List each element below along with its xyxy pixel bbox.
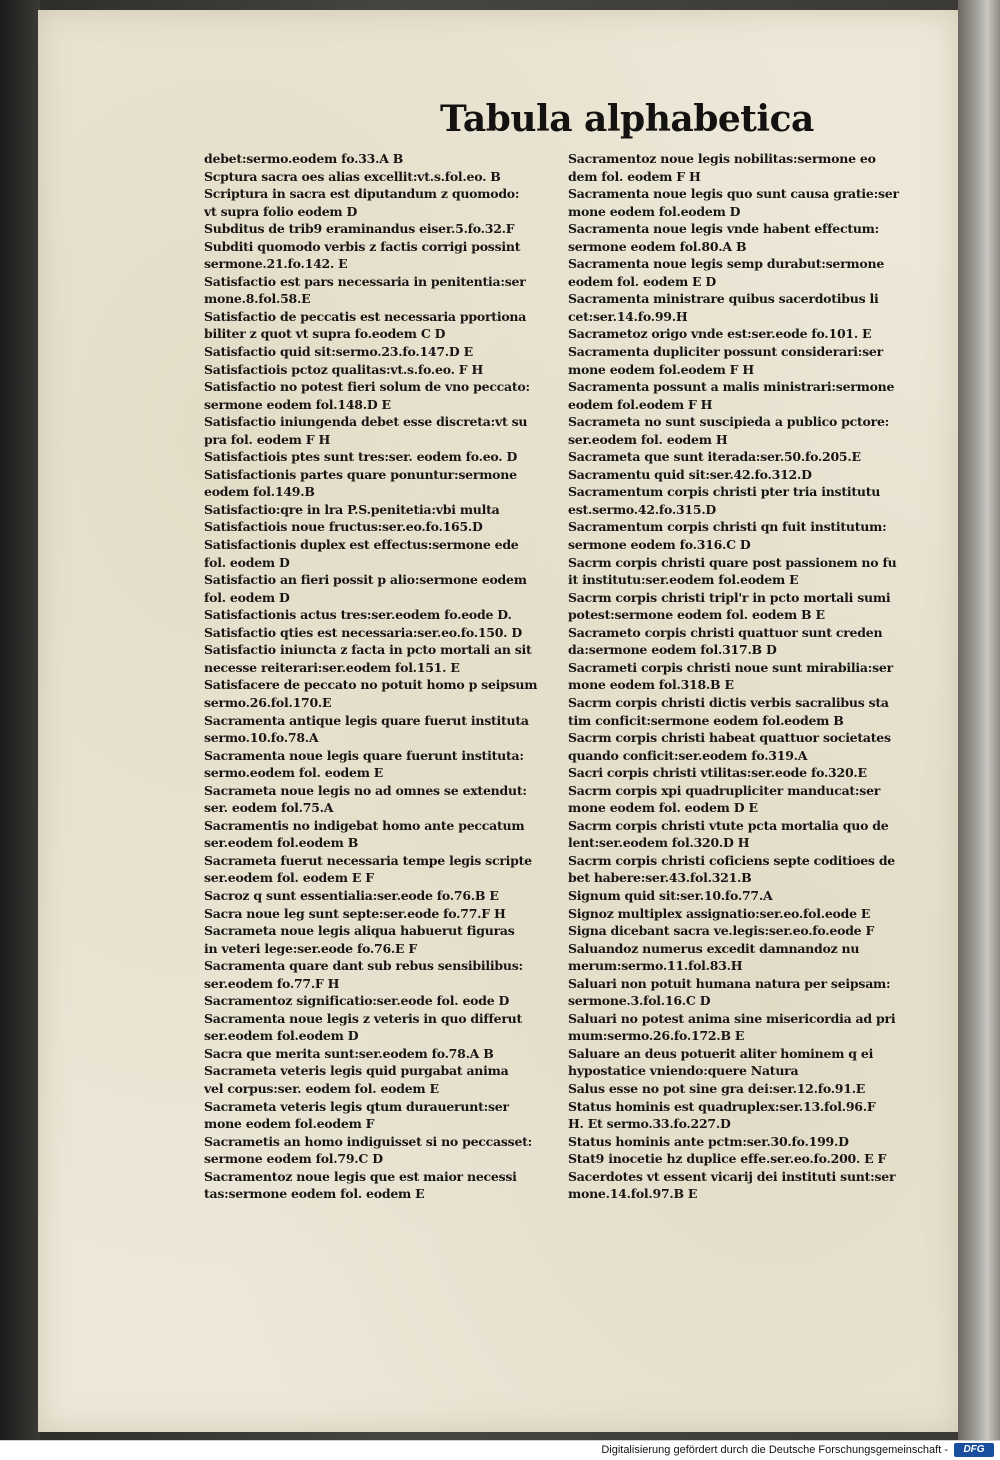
index-entry-line: Satisfactio no potest fieri solum de vno peccato: bbox=[204, 379, 530, 395]
index-entry-line: Sacramenta noue legis semp durabut:sermone bbox=[568, 256, 885, 272]
index-entry-line: Satisfactiois pctoz qualitas:vt.s.fo.eo. F H bbox=[204, 361, 484, 377]
index-entry-line: Sacramentoz noue legis que est maior necessi bbox=[204, 1168, 517, 1184]
index-entry-line: sermone eodem fol.80.A B bbox=[568, 238, 747, 254]
index-entry-line: biliter z quot vt supra fo.eodem C D bbox=[204, 326, 446, 342]
index-entry-line: necesse reiterari:ser.eodem fol.151. E bbox=[204, 659, 460, 675]
page-edge-strip bbox=[958, 0, 1000, 1440]
index-entry-line: Subditus de trib9 eraminandus eiser.5.fo.32.F bbox=[204, 221, 515, 237]
index-entry-line: Status hominis est quadruplex:ser.13.fol.96.F bbox=[568, 1098, 876, 1114]
index-entry-line: Satisfactionis actus tres:ser.eodem fo.eode D. bbox=[204, 607, 512, 623]
index-entry-line: Satisfactio quid sit:sermo.23.fo.147.D E bbox=[204, 344, 473, 360]
index-entry-line: Satisfactio est pars necessaria in penitentia:ser bbox=[204, 273, 526, 289]
index-entry-line: fol. eodem D bbox=[204, 589, 290, 605]
index-entry-line: Sacra noue leg sunt septe:ser.eode fo.77.F H bbox=[204, 905, 506, 921]
index-entry-line: Sacrameta fuerut necessaria tempe legis scripte bbox=[204, 852, 532, 868]
index-entry-line: ser.eodem fol. eodem E F bbox=[204, 870, 374, 886]
index-entry-line: ser.eodem fol.eodem B bbox=[204, 835, 359, 851]
binding-edge bbox=[0, 0, 40, 1440]
index-entry-line: Sacrm corpis christi tripl'r in pcto mortali sumi bbox=[568, 589, 891, 605]
index-entry-line: mone.14.fol.97.B E bbox=[568, 1186, 698, 1202]
index-entry-line: eodem fol.eodem F H bbox=[568, 396, 713, 412]
index-entry-line: Satisfactio de peccatis est necessaria pportiona bbox=[204, 308, 527, 324]
index-entry-line: Satisfactio an fieri possit p alio:sermone eodem bbox=[204, 572, 527, 588]
index-entry-line: Sacra que merita sunt:ser.eodem fo.78.A B bbox=[204, 1045, 494, 1061]
index-entry-line: Sacrametis an homo indiguisset si no peccasset: bbox=[204, 1133, 533, 1149]
index-entry-line: Sacerdotes vt essent vicarij dei instituti sunt:ser bbox=[568, 1168, 896, 1184]
index-entry-line: Scriptura in sacra est diputandum z quomodo: bbox=[204, 186, 520, 202]
index-entry-line: Saluandoz numerus excedit damnandoz nu bbox=[568, 940, 860, 956]
index-entry-line: sermone eodem fo.316.C D bbox=[568, 537, 751, 553]
index-entry-line: bet habere:ser.43.fol.321.B bbox=[568, 870, 752, 886]
index-entry-line: sermo.eodem fol. eodem E bbox=[204, 765, 384, 781]
index-entry-line: Sacri corpis christi vtilitas:ser.eode fo.320.E bbox=[568, 765, 867, 781]
index-entry-line: quando conficit:ser.eodem fo.319.A bbox=[568, 747, 808, 763]
index-entry-line: sermone.21.fo.142. E bbox=[204, 256, 348, 272]
index-entry-line: mone eodem fol.eodem F H bbox=[568, 361, 754, 377]
index-entry-line: Sacrm corpis christi dictis verbis sacralibus sta bbox=[568, 694, 889, 710]
index-entry-line: Sacramenta noue legis vnde habent effectum: bbox=[568, 221, 880, 237]
index-entry-line: Sacrameta que sunt iterada:ser.50.fo.205.E bbox=[568, 449, 861, 465]
index-entry-line: Sacramentoz noue legis nobilitas:sermone eo bbox=[568, 151, 876, 166]
index-entry-line: Scptura sacra oes alias excellit:vt.s.fol.eo. B bbox=[204, 168, 501, 184]
index-entry-line: da:sermone eodem fol.317.B D bbox=[568, 642, 777, 658]
index-entry-line: Sacrm corpis christi habeat quattuor societates bbox=[568, 730, 891, 746]
index-entry-line: merum:sermo.11.fol.83.H bbox=[568, 958, 743, 974]
index-entry-line: tim conficit:sermone eodem fol.eodem B bbox=[568, 712, 844, 728]
index-entry-line: sermo.10.fo.78.A bbox=[204, 730, 319, 746]
index-entry-line: Sacramenta noue legis quare fuerunt instituta: bbox=[204, 747, 524, 763]
index-entry-line: Sacrameta veteris legis quid purgabat anima bbox=[204, 1063, 509, 1079]
index-entry-line: Sacramenta possunt a malis ministrari:sermone bbox=[568, 379, 895, 395]
index-entry-line: mone eodem fol.eodem F bbox=[204, 1116, 375, 1132]
index-entry-line: dem fol. eodem F H bbox=[568, 168, 701, 184]
index-entry-line: Sacramentu quid sit:ser.42.fo.312.D bbox=[568, 466, 812, 482]
index-entry-line: Sacramenta quare dant sub rebus sensibilibus: bbox=[204, 958, 523, 974]
index-entry-line: Signum quid sit:ser.10.fo.77.A bbox=[568, 887, 773, 903]
index-entry-line: Satisfactionis partes quare ponuntur:sermone bbox=[204, 466, 517, 482]
index-entry-line: Sacrameti corpis christi noue sunt mirabilia:ser bbox=[568, 659, 893, 675]
index-entry-line: Satisfactionis duplex est effectus:sermone ede bbox=[204, 537, 519, 553]
index-entry-line: Saluari no potest anima sine misericordia ad pri bbox=[568, 1010, 896, 1026]
index-entry-line: tas:sermone eodem fol. eodem E bbox=[204, 1186, 425, 1202]
index-entry-line: Sacrm corpis christi coficiens septe coditioes de bbox=[568, 852, 896, 868]
index-entry-line: Satisfactiois noue fructus:ser.eo.fo.165.D bbox=[204, 519, 483, 535]
index-column-right bbox=[568, 150, 920, 1203]
footer-bar bbox=[0, 1440, 1000, 1460]
index-entry-line: Sacrameta veteris legis qtum durauerunt:ser bbox=[204, 1098, 509, 1114]
index-entry-line: Sacrameta no sunt suscipieda a publico pctore: bbox=[568, 414, 890, 430]
index-entry-line: mone eodem fol.eodem D bbox=[568, 203, 741, 219]
index-entry-line: Satisfactio qties est necessaria:ser.eo.fo.150. D bbox=[204, 624, 522, 640]
index-entry-line: potest:sermone eodem fol. eodem B E bbox=[568, 607, 825, 623]
index-entry-line: Sacroz q sunt essentialia:ser.eode fo.76.B E bbox=[204, 887, 499, 903]
index-entry-line: in veteri lege:ser.eode fo.76.E F bbox=[204, 940, 418, 956]
index-entry-line: Satisfactio iniungenda debet esse discreta:vt su bbox=[204, 414, 528, 430]
index-entry-line: Status hominis ante pctm:ser.30.fo.199.D bbox=[568, 1133, 849, 1149]
index-entry-line: Sacrm corpis xpi quadrupliciter manducat:ser bbox=[568, 782, 881, 798]
index-column-left bbox=[204, 150, 556, 1203]
index-entry-line: Sacrameta noue legis no ad omnes se extendut: bbox=[204, 782, 527, 798]
index-entry-line: sermone.3.fol.16.C D bbox=[568, 993, 711, 1009]
index-entry-line: Sacramenta noue legis quo sunt causa gratie:ser bbox=[568, 186, 899, 202]
index-entry-line: Sacrameto corpis christi quattuor sunt creden bbox=[568, 624, 883, 640]
index-entry-line: sermone eodem fol.79.C D bbox=[204, 1151, 383, 1167]
index-entry-line: vel corpus:ser. eodem fol. eodem E bbox=[204, 1080, 439, 1096]
index-entry-line: Sacramentis no indigebat homo ante peccatum bbox=[204, 817, 525, 833]
index-entry-line: Satisfacere de peccato no potuit homo p seipsum bbox=[204, 677, 538, 693]
index-entry-line: Sacramenta antique legis quare fuerut instituta bbox=[204, 712, 529, 728]
index-entry-line: Subditi quomodo verbis z factis corrigi possint bbox=[204, 238, 521, 254]
index-entry-line: Sacramentum corpis christi pter tria institutu bbox=[568, 484, 881, 500]
index-entry-line: ser. eodem fol.75.A bbox=[204, 800, 334, 816]
index-entry-line: Salus esse no pot sine gra dei:ser.12.fo.91.E bbox=[568, 1080, 866, 1096]
index-entry-line: Stat9 inocetie hz duplice effe.ser.eo.fo.200. E F bbox=[568, 1151, 887, 1167]
index-entry-line: ser.eodem fo.77.F H bbox=[204, 975, 340, 991]
dfg-logo: DFG bbox=[954, 1443, 994, 1457]
index-entry-line: Signoz multiplex assignatio:ser.eo.fol.eode E bbox=[568, 905, 871, 921]
index-entry-line: mum:sermo.26.fo.172.B E bbox=[568, 1028, 745, 1044]
funding-credit: Digitalisierung gefördert durch die Deutsche Forschungsgemeinschaft - bbox=[601, 1444, 948, 1456]
index-entry-line: eodem fol. eodem E D bbox=[568, 273, 717, 289]
index-entry-line: Satisfactio iniuncta z facta in pcto mortali an sit bbox=[204, 642, 532, 658]
index-entry-line: mone eodem fol. eodem D E bbox=[568, 800, 758, 816]
index-entry-line: Signa dicebant sacra ve.legis:ser.eo.fo.eode F bbox=[568, 923, 875, 939]
index-entry-line: sermo.26.fol.170.E bbox=[204, 694, 332, 710]
index-entry-line: sermone eodem fol.148.D E bbox=[204, 396, 391, 412]
index-entry-line: vt supra folio eodem D bbox=[204, 203, 358, 219]
index-entry-line: mone eodem fol.318.B E bbox=[568, 677, 734, 693]
index-entry-line: ser.eodem fol.eodem D bbox=[204, 1028, 359, 1044]
index-entry-line: Sacrameta noue legis aliqua habuerut figuras bbox=[204, 923, 515, 939]
page-title: Tabula alphabetica bbox=[440, 98, 814, 140]
index-entry-line: Sacrm corpis christi vtute pcta mortalia quo de bbox=[568, 817, 889, 833]
index-entry-line: debet:sermo.eodem fo.33.A B bbox=[204, 151, 404, 166]
index-entry-line: mone.8.fol.58.E bbox=[204, 291, 311, 307]
index-entry-line: it institutu:ser.eodem fol.eodem E bbox=[568, 572, 799, 588]
index-entry-line: pra fol. eodem F H bbox=[204, 431, 331, 447]
index-entry-line: Sacramentum corpis christi qn fuit institutum: bbox=[568, 519, 887, 535]
index-entry-line: Sacrm corpis christi quare post passionem no fu bbox=[568, 554, 897, 570]
index-entry-line: est.sermo.42.fo.315.D bbox=[568, 501, 717, 517]
index-entry-line: eodem fol.149.B bbox=[204, 484, 315, 500]
index-entry-line: Sacrametoz origo vnde est:ser.eode fo.101. E bbox=[568, 326, 872, 342]
index-entry-line: H. Et sermo.33.fo.227.D bbox=[568, 1116, 731, 1132]
index-entry-line: Sacramenta ministrare quibus sacerdotibus li bbox=[568, 291, 879, 307]
index-entry-line: Satisfactiois ptes sunt tres:ser. eodem fo.eo. D bbox=[204, 449, 518, 465]
index-entry-line: Satisfactio:qre in lra P.S.penitetia:vbi multa bbox=[204, 501, 500, 517]
index-entry-line: fol. eodem D bbox=[204, 554, 290, 570]
index-entry-line: hypostatice vniendo:quere Natura bbox=[568, 1063, 799, 1079]
index-entry-line: cet:ser.14.fo.99.H bbox=[568, 308, 688, 324]
index-entry-line: lent:ser.eodem fol.320.D H bbox=[568, 835, 750, 851]
index-entry-line: Saluari non potuit humana natura per seipsam: bbox=[568, 975, 891, 991]
index-entry-line: Sacramentoz significatio:ser.eode fol. eode D bbox=[204, 993, 510, 1009]
index-entry-line: Saluare an deus potuerit aliter hominem q ei bbox=[568, 1045, 874, 1061]
index-entry-line: Sacramenta dupliciter possunt considerari:ser bbox=[568, 344, 883, 360]
index-entry-line: ser.eodem fol. eodem H bbox=[568, 431, 728, 447]
index-entry-line: Sacramenta noue legis z veteris in quo differut bbox=[204, 1010, 523, 1026]
